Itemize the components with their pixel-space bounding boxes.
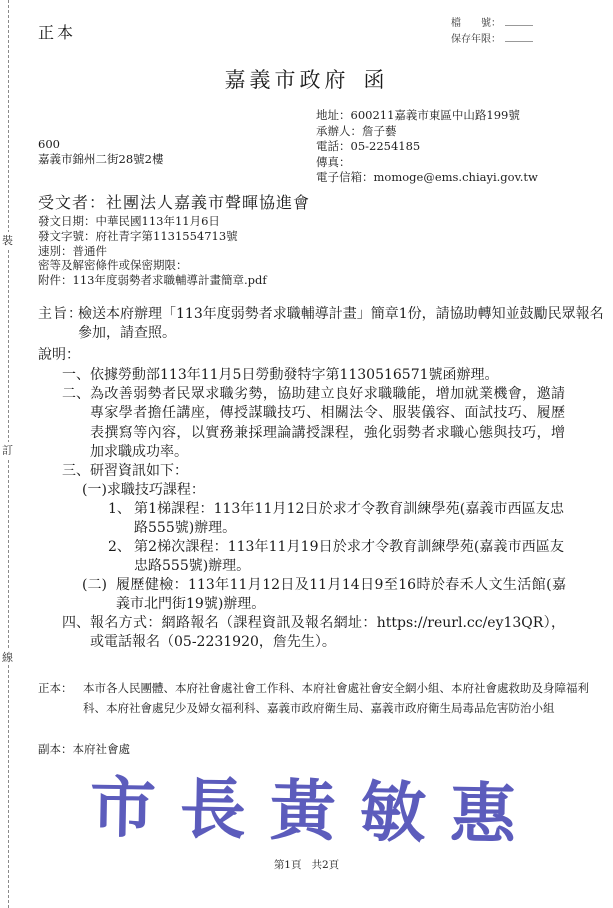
distribution-original-list: 本市各人民團體、本府社會處社會工作科、本府社會處社會安全網小組、本府社會處救助及身障福利科、本府社會處兒少及婦女福利科、嘉義市政府衛生局、嘉義市政府衛生局毒品危害防治小組 [83,681,589,715]
archive-number-value [505,16,533,26]
contact-address-value: 600211嘉義市東區中山路199號 [350,108,520,122]
explanation-item-4-text: 報名方式：網路報名（課程資訊及報名網址：https://reurl.cc/ey13QR），或電話報名（05-2231920，詹先生）。 [90,615,565,651]
contact-address [316,108,538,124]
recipient-zip: 600 [38,137,60,151]
retention-period-field [451,30,533,45]
document-type: 函 [363,68,389,92]
binding-char-bind: 裝 [2,234,13,247]
contact-address-label: 地址： [316,108,351,122]
original-copy-label: 正本 [38,23,77,42]
recipient-name: 社團法人嘉義市聲暉協進會 [106,193,311,212]
explanation-item-1: 一、依據勞動部113年11月5日勞動發特字第1130516571號函辦理。 [62,367,499,383]
contact-handler-label: 承辦人： [316,123,362,138]
page-footer [0,857,613,872]
archive-number-label: 檔 號： [451,18,501,29]
contact-handler-value: 詹子藝 [362,123,397,138]
security-level: 密等及解密條件或保密期限： [38,258,188,273]
distribution-original-label: 正本： [38,681,73,695]
contact-phone-label: 電話： [316,139,351,153]
delivery-speed: 速別：普通件 [38,243,107,258]
archive-number-field [451,14,533,29]
sub-item-resume-number: (二) [82,577,107,593]
explanation-label: 說明： [38,347,80,363]
sub-item-resume-text: 履歷健檢：113年11月12日及11月14日9至16時於春禾人文生活館(嘉義市北門街19號)辦理。 [116,577,566,613]
recipient-line [38,190,310,213]
contact-email [316,170,538,186]
binding-char-line: 線 [2,651,13,664]
document-title [0,64,613,94]
distribution-copy-list: 本府社會處 [72,742,130,756]
contact-handler [316,124,538,140]
page-total: 共2頁 [311,859,340,871]
course-session-1-text: 第1梯課程：113年11月12日於求才令教育訓練學苑(嘉義市西區友忠路555號)辦理。 [134,501,564,537]
document-number: 發文字號：府社青字第1131554713號 [38,228,238,243]
sub-item-course: (一)求職技巧課程： [82,482,205,498]
explanation-item-2-number: 二、 [62,386,90,402]
contact-email-label: 電子信箱： [316,170,374,184]
recipient-address: 嘉義市錦州二街28號2樓 [38,152,164,166]
contact-fax [316,155,538,171]
issue-date: 發文日期：中華民國113年11月6日 [38,214,220,228]
page-number: 第1頁 [273,859,302,871]
explanation-item-4-number: 四、 [62,615,90,631]
document-meta [38,214,267,288]
binding-char-staple: 訂 [2,444,13,457]
explanation-item-2-text: 為改善弱勢者民眾求職劣勢，協助建立良好求職職能，增加就業機會，邀請專家學者擔任講座，傳授謀職技巧、相關法令、服裝儀容、面試技巧、履歷表撰寫等內容，以實務兼採理論講授課程，強化弱勢者求職心態與技巧，增加求職成功率。 [90,386,565,460]
contact-block [316,108,538,186]
recipient-postal-block [38,137,163,167]
mayor-signature-stamp: 市長黃敏惠 [89,768,541,854]
attachment-line: 附件：113年度弱勢者求職輔導計畫簡章.pdf [38,273,267,288]
explanation-item-3: 三、研習資訊如下： [62,463,188,479]
contact-phone-value: 05-2254185 [350,139,421,153]
subject-text: 檢送本府辦理「113年度弱勢者求職輔導計畫」簡章1份，請協助轉知並鼓勵民眾報名參加，請查照。 [78,306,604,341]
retention-period-value [505,32,533,42]
course-session-2-text: 第2梯次課程：113年11月19日於求才令教育訓練學苑(嘉義市西區友忠路555號)辦理。 [134,539,564,575]
contact-phone [316,139,538,155]
course-session-1-number: 1、 [108,501,131,517]
subject-label: 主旨： [38,306,83,322]
recipient-label: 受文者： [38,193,107,212]
course-session-2-number: 2、 [108,539,131,555]
retention-period-label: 保存年限： [451,34,501,45]
distribution-copy-label: 副本： [38,742,73,756]
binding-line [2,0,16,908]
contact-email-value: momoge@ems.chiayi.gov.tw [373,170,538,184]
issuing-agency: 嘉義市政府 [224,68,350,92]
contact-fax-label: 傳真： [316,154,351,169]
